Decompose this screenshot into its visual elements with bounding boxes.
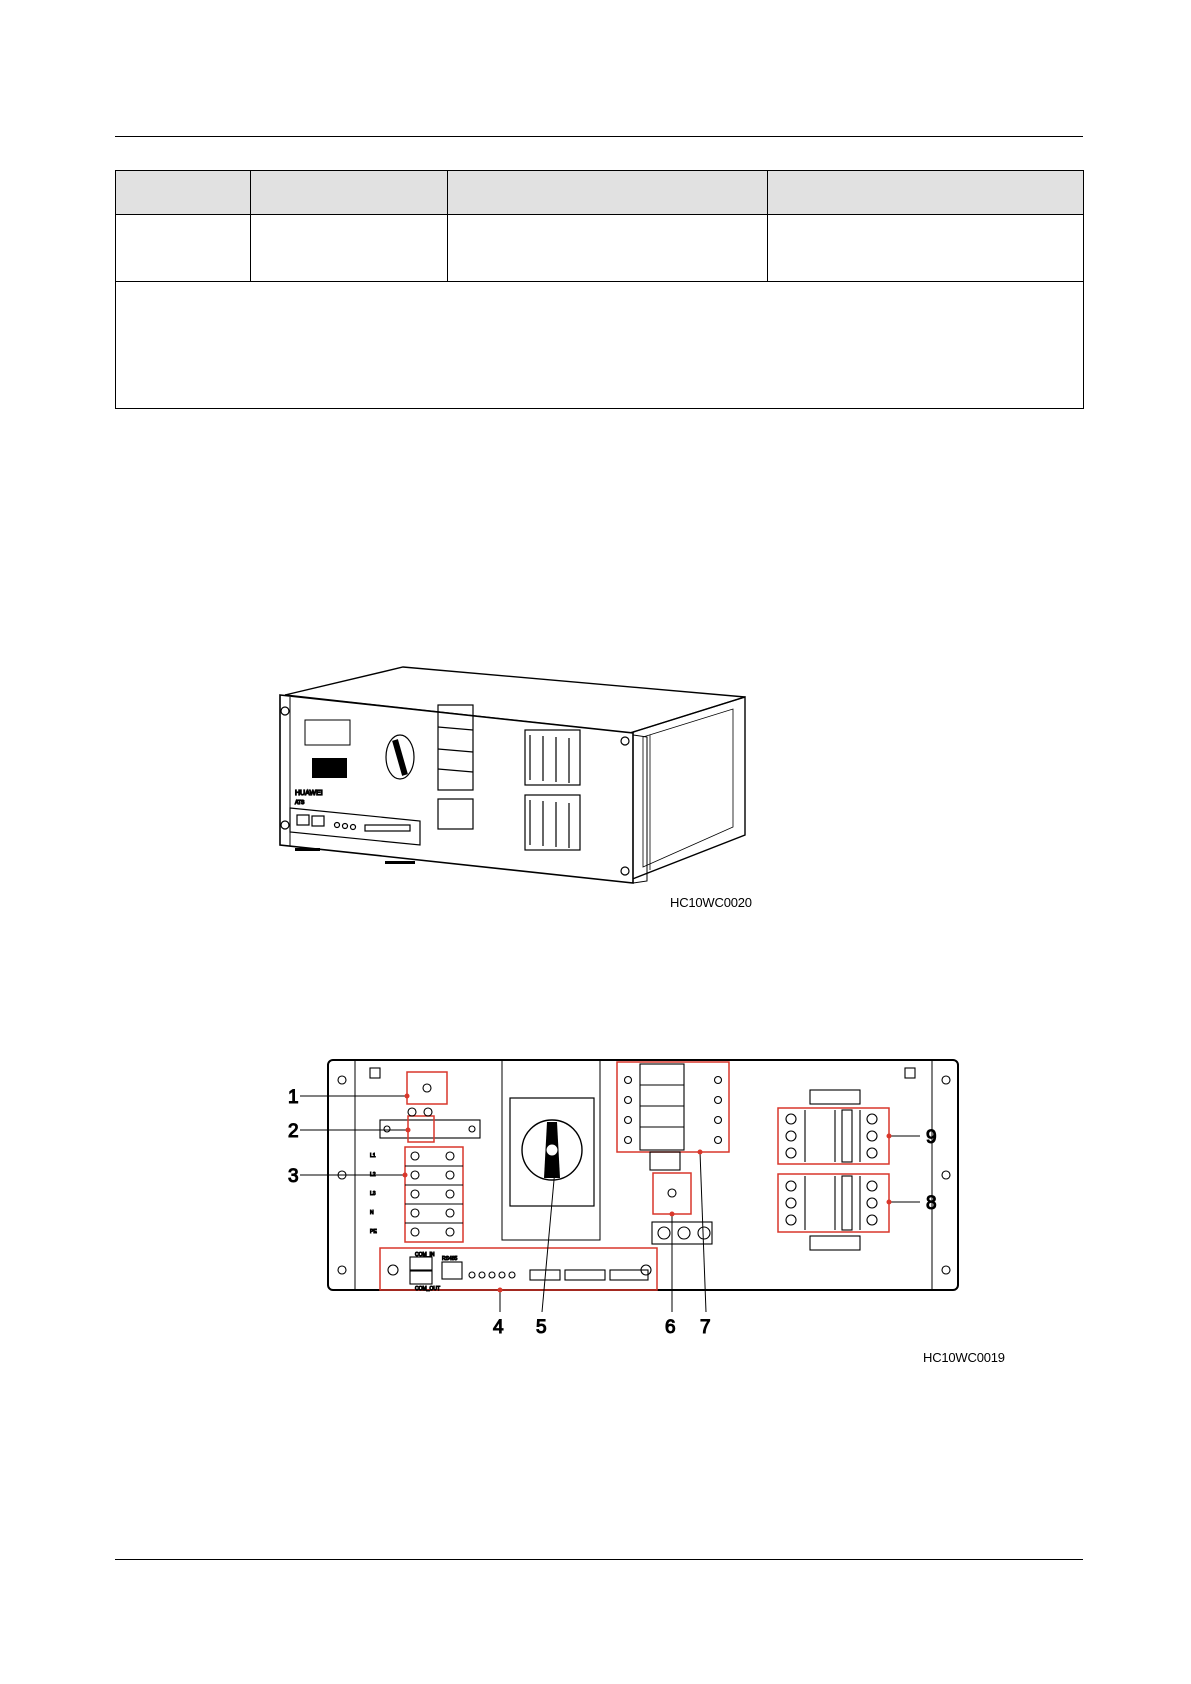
table-note-cell xyxy=(116,282,1084,409)
callout-number-5: 5 xyxy=(536,1317,547,1338)
callout-number-7: 7 xyxy=(700,1317,711,1338)
table-note-row xyxy=(116,282,1084,409)
phase-label: N xyxy=(370,1210,374,1216)
phase-label: L1 xyxy=(370,1153,376,1159)
table-cell xyxy=(768,215,1084,282)
footer-rule xyxy=(115,1559,1083,1560)
figure-code-front: HC10WC0019 xyxy=(923,1350,1005,1365)
table-cell xyxy=(448,215,768,282)
phase-label: PE xyxy=(370,1229,377,1235)
callout-number-1: 1 xyxy=(288,1087,299,1108)
table-header-cell xyxy=(251,171,448,215)
callout-number-9: 9 xyxy=(926,1127,937,1148)
callout-number-3: 3 xyxy=(288,1166,299,1187)
figure-code-iso: HC10WC0020 xyxy=(670,895,752,910)
ats-isometric-figure xyxy=(275,665,755,895)
callout-box-7 xyxy=(617,1062,729,1152)
callout-number-8: 8 xyxy=(926,1193,937,1214)
phase-label: L3 xyxy=(370,1191,376,1197)
header-rule xyxy=(115,136,1083,137)
com-out-label: COM_OUT xyxy=(415,1286,440,1292)
table-row xyxy=(116,215,1084,282)
callout-number-4: 4 xyxy=(493,1317,504,1338)
ats-front-panel-figure xyxy=(260,1050,1020,1350)
callout-box-6 xyxy=(653,1173,691,1214)
model-text: ATS xyxy=(295,800,305,806)
com-in-label: COM_IN xyxy=(415,1252,435,1258)
callout-number-2: 2 xyxy=(288,1121,299,1142)
table-header-cell xyxy=(448,171,768,215)
brand-text: HUAWEI xyxy=(295,790,323,797)
spec-table xyxy=(115,170,1084,409)
rs485-label: RS485 xyxy=(442,1256,458,1262)
table-cell xyxy=(251,215,448,282)
table-header-cell xyxy=(768,171,1084,215)
callout-number-6: 6 xyxy=(665,1317,676,1338)
ats-front-panel-drawing xyxy=(260,1050,1020,1350)
table-cell xyxy=(116,215,251,282)
table-header-row xyxy=(116,171,1084,215)
phase-label: L2 xyxy=(370,1172,376,1178)
ats-isometric-drawing xyxy=(275,665,755,895)
callout-box-1 xyxy=(407,1072,447,1104)
table-header-cell xyxy=(116,171,251,215)
